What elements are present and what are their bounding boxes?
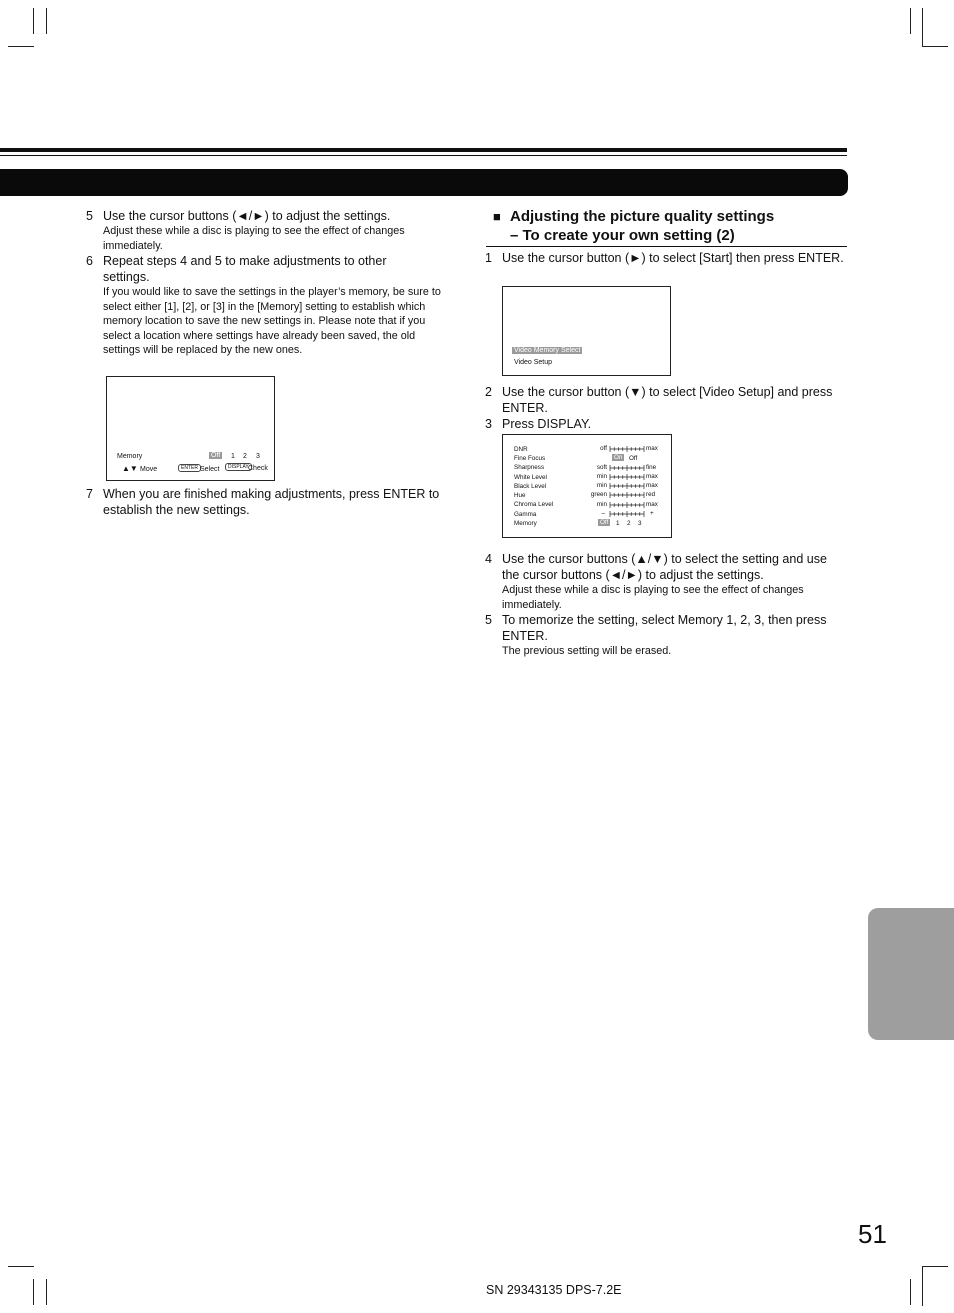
crop-mark (8, 46, 34, 47)
range-min-label: green (590, 491, 607, 498)
setup-label: Sharpness (514, 464, 545, 471)
step-text: Repeat steps 4 and 5 to make adjustments to other settings. (103, 254, 387, 284)
memory-3: 3 (638, 520, 642, 527)
menu-item-video-memory-select: Video Memory Select (514, 347, 581, 354)
step-text: Press DISPLAY. (502, 417, 592, 431)
range-max-label: red (646, 491, 656, 498)
memory-3: 3 (256, 453, 260, 460)
crop-mark (922, 1266, 948, 1267)
slider-scale (610, 446, 644, 452)
heading-line-2: – To create your own setting (2) (510, 227, 735, 244)
heading-line-1: Adjusting the picture quality settings (510, 208, 775, 225)
header-rule-thin (0, 155, 847, 156)
crop-mark (922, 1266, 923, 1306)
step-number: 5 (485, 613, 492, 627)
memory-screen (106, 376, 275, 481)
setup-label: White Level (514, 474, 547, 481)
heading-marker: ■ (493, 209, 501, 224)
memory-1: 1 (616, 520, 620, 527)
setup-label: Chroma Level (514, 501, 554, 508)
enter-button-icon: ENTER (178, 464, 201, 472)
range-min-label: soft (596, 464, 607, 471)
step-text: Use the cursor button (▼) to select [Video Setup] and press ENTER. (502, 385, 833, 415)
heading-rule (486, 246, 847, 247)
step-number: 4 (485, 552, 492, 566)
slider-scale (610, 492, 644, 498)
header-rule (0, 148, 847, 152)
range-min-label: min (596, 501, 607, 508)
side-tab (868, 908, 954, 1040)
video-memory-screen (502, 286, 671, 376)
step-number: 3 (485, 417, 492, 431)
step-text: Use the cursor buttons (◄/►) to adjust the settings. (103, 209, 391, 223)
range-min-label: off (600, 445, 607, 452)
page-number: 51 (858, 1219, 887, 1249)
document-code: SN 29343135 DPS-7.2E (486, 1283, 622, 1297)
setup-label: Gamma (514, 511, 537, 518)
slider-scale (610, 465, 644, 471)
step-number: 6 (86, 254, 93, 268)
step-text: When you are finished making adjustments, press ENTER to establish the new settings. (103, 487, 440, 517)
crop-mark (46, 8, 47, 34)
range-min-label: min (596, 473, 607, 480)
memory-2: 2 (627, 520, 631, 527)
step-text: Use the cursor button (►) to select [Start] then press ENTER. (502, 251, 844, 265)
setup-label: Black Level (514, 483, 547, 490)
fine-focus-on: On (614, 454, 623, 461)
crop-mark (33, 1279, 34, 1305)
select-label: Select (200, 466, 220, 473)
step-note: If you would like to save the settings in the player’s memory, be sure to select either [1], [2], or [3] in the [Memory] setting to establish which memory location to save the new settings in. Please note that if you select a location where settings have already been saved, the old settings will be replaced by the new ones. (103, 286, 441, 357)
section-heading (510, 207, 850, 245)
crop-mark (33, 8, 34, 34)
slider-scale (610, 502, 644, 508)
menu-item-video-setup: Video Setup (514, 359, 553, 366)
slider-scale (610, 483, 644, 489)
step-number: 7 (86, 487, 93, 501)
up-down-icon: ▲▼ (122, 464, 138, 473)
step-text: To memorize the setting, select Memory 1, 2, 3, then press ENTER. (502, 613, 827, 643)
step-note: The previous setting will be erased. (502, 645, 672, 657)
setup-label: DNR (514, 446, 528, 453)
memory-label: Memory (117, 453, 143, 460)
step-number: 2 (485, 385, 492, 399)
fine-focus-off: Off (629, 455, 638, 462)
memory-1: 1 (231, 453, 235, 460)
video-setup-screen (502, 434, 672, 538)
crop-mark (922, 46, 948, 47)
slider-scale (610, 474, 644, 480)
setup-label: Hue (514, 492, 526, 499)
move-label: Move (140, 466, 158, 473)
slider-scales (503, 435, 671, 537)
memory-off: Off (600, 519, 609, 526)
crop-mark (922, 8, 923, 46)
range-max-label: + (650, 510, 654, 517)
range-max-label: max (646, 445, 658, 452)
crop-mark (910, 1279, 911, 1305)
display-button-icon: DISPLAY (225, 463, 252, 471)
memory-2: 2 (243, 453, 247, 460)
step-note: Adjust these while a disc is playing to see the effect of changes immediately. (103, 225, 405, 252)
crop-mark (46, 1279, 47, 1305)
range-min-label: min (596, 482, 607, 489)
step-number: 1 (485, 251, 492, 265)
step-number: 5 (86, 209, 93, 223)
setup-label: Fine Focus (514, 455, 546, 462)
range-max-label: max (646, 501, 658, 508)
range-max-label: max (646, 482, 658, 489)
check-label: Check (248, 465, 268, 472)
step-text: Use the cursor buttons (▲/▼) to select the setting and use the cursor buttons (◄/►) to adjust the settings. (502, 552, 827, 582)
range-max-label: max (646, 473, 658, 480)
range-min-label: – (601, 510, 605, 517)
section-bar (0, 169, 848, 196)
setup-label: Memory (514, 520, 537, 527)
crop-mark (910, 8, 911, 34)
range-max-label: fine (646, 464, 657, 471)
crop-mark (8, 1266, 34, 1267)
memory-off: Off (211, 452, 221, 459)
step-note: Adjust these while a disc is playing to see the effect of changes immediately. (502, 584, 804, 611)
slider-scale (610, 511, 644, 517)
